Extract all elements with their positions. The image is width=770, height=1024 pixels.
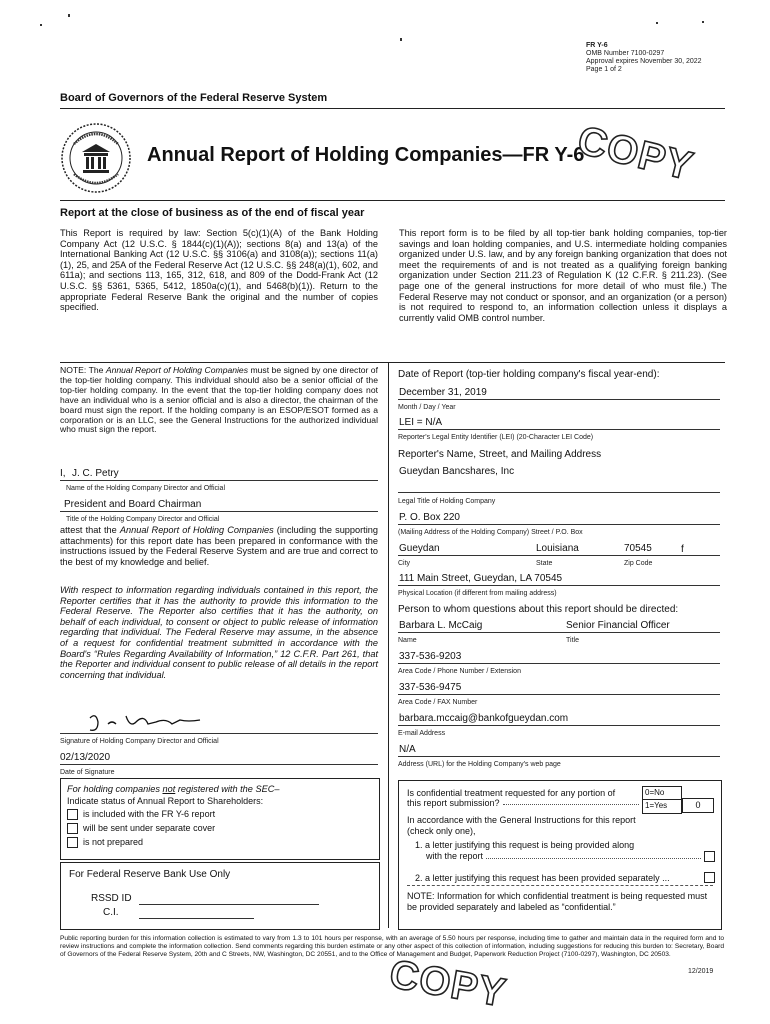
mailing-address-value: P. O. Box 220 xyxy=(399,512,460,523)
zip-value: 70545 xyxy=(624,543,652,554)
scan-speck xyxy=(68,14,70,17)
lei-label: Reporter's Legal Entity Identifier (LEI) (20-Character LEI Code) xyxy=(398,434,594,441)
header-rule xyxy=(60,108,725,109)
sec-option-separate[interactable]: will be sent under separate cover xyxy=(67,823,215,834)
contact-phone-label: Area Code / Phone Number / Extension xyxy=(398,668,521,675)
report-date-line xyxy=(398,399,720,400)
confidential-option-2[interactable]: 2. a letter justifying this request has been provided separately ... xyxy=(415,872,715,883)
signature-date-line xyxy=(60,764,378,765)
copy-stamp-top: COPY xyxy=(573,118,698,190)
contact-email-label: E-mail Address xyxy=(398,730,446,737)
report-date-value: December 31, 2019 xyxy=(399,387,487,398)
rssd-id-label: RSSD ID xyxy=(91,893,132,904)
approval-expiry: Approval expires November 30, 2022 xyxy=(586,58,702,65)
sec-option-not-prepared[interactable]: is not prepared xyxy=(67,837,143,848)
copy-stamp-bottom: COPY xyxy=(386,952,510,1016)
contact-name-title-line xyxy=(398,632,720,633)
ci-field[interactable] xyxy=(139,918,254,919)
contact-name-label: Name xyxy=(398,637,417,644)
form-header-info xyxy=(586,42,756,74)
reporter-name-label: Legal Title of Holding Company xyxy=(398,498,496,505)
rssd-id-field[interactable] xyxy=(139,904,319,905)
confidential-treatment-box xyxy=(398,780,722,930)
physical-location-line xyxy=(398,585,720,586)
mailing-address-line xyxy=(398,524,720,525)
signature-date-label: Date of Signature xyxy=(60,769,115,776)
individuals-consent-paragraph: With respect to information regarding individuals contained in this report, the Reporter certifies that it has the authority to provide this information to the Federal Reserve. The Reporter also certifies that it has the authority, on behalf of each individual, to consent or object to public release of information regarding that individual. The Federal Reserve may assume, in the absence of a request for confidential treatment submitted in accordance with the Board's “Rules Regarding Availability of Information,” 12 C.F.R. Part 261, that the Reporter and individual consent to public release of all details in the report concerning that individual. xyxy=(60,585,378,680)
report-subtitle: Report at the close of business as of the end of fiscal year xyxy=(60,207,365,219)
lei-value: LEI = N/A xyxy=(399,417,443,428)
contact-fax-value: 337-536-9475 xyxy=(399,682,462,693)
signer-name-label: Name of the Holding Company Director and Official xyxy=(66,485,226,492)
state-label: State xyxy=(536,560,553,567)
lei-line xyxy=(398,429,720,430)
who-must-file-paragraph: This report form is to be filed by all top-tier bank holding companies, top-tier savings and loan holding companies, and U.S. intermediate holding companies organized under U.S. law, and by any foreign banking organization that does not meet the requirements of and is not treated as a qualifying foreign banking organization under Section 211.23 of Regulation K (12 C.F.R. § 211.23). (See page one of the general instructions for more detail of who must file.) The Federal Reserve may not conduct or sponsor, and an organization (or a person) is not required to respond to, an information collection unless it displays a currently valid OMB control number. xyxy=(399,228,727,323)
contact-name-value: Barbara L. McCaig xyxy=(399,620,483,631)
city-value: Gueydan xyxy=(399,543,440,554)
fed-use-title: For Federal Reserve Bank Use Only xyxy=(69,869,231,880)
reporter-name-line xyxy=(398,492,720,493)
physical-location-value: 111 Main Street, Gueydan, LA 70545 xyxy=(399,573,563,584)
signature-note: NOTE: The Annual Report of Holding Companies must be signed by one director of the top-tier holding company. This individual should also be a senior official of the top-tier holding company. In the event that the top-tier holding company does not have an individual who is a senior official and is also a director, the chairman of the board must sign the report. If the holding company is an ESOP/ESOT formed as a corporation or is an LLC, see the General Instructions for the authorized individual who must sign the report. xyxy=(60,365,378,435)
confidential-question: Is confidential treatment requested for any portion of this report submission? xyxy=(407,788,642,808)
checkbox[interactable] xyxy=(67,837,78,848)
contact-phone-value: 337-536-9203 xyxy=(399,651,462,662)
form-revision-date: 12/2019 xyxy=(688,968,714,975)
checkbox[interactable] xyxy=(704,872,715,883)
checkbox[interactable] xyxy=(67,823,78,834)
signer-prefix: I, xyxy=(60,468,66,479)
signature-line xyxy=(60,733,378,734)
physical-location-label: Physical Location (if different from mailing address) xyxy=(398,590,557,597)
burden-statement: Public reporting burden for this information collection is estimated to vary from 1.3 to 101 hours per response, with an average of 5.50 hours per response, including time to gather and maintain data in the required form and to review instructions and complete the information collection. Send comments regarding this burden estimate or any other aspect of this collection of information, including suggestions for reducing this burden to: Secretary, Board of Governors of the Federal Reserve System, 20th and C Streets, NW, Washington, DC 20551, and to the Office of Management and Budget, Paperwork Reduction Project (7100-0297), Washington, DC 20503. xyxy=(60,935,724,959)
contact-fax-line xyxy=(398,694,720,695)
zip-label: Zip Code xyxy=(624,560,653,567)
checkbox[interactable] xyxy=(704,851,715,862)
confidential-divider xyxy=(407,885,713,886)
city-state-zip-line xyxy=(398,555,720,556)
handwritten-mark: f xyxy=(681,544,684,555)
web-url-line xyxy=(398,756,720,757)
sec-question: For holding companies not registered with the SEC– xyxy=(67,784,280,794)
contact-fax-label: Area Code / FAX Number xyxy=(398,699,478,706)
signer-name: J. C. Petry xyxy=(72,468,119,479)
contact-title-label: Title xyxy=(566,637,579,644)
confidential-instruction: In accordance with the General Instructions for this report (check only one), xyxy=(407,815,636,836)
contact-email-value: barbara.mccaig@bankofgueydan.com xyxy=(399,713,569,724)
web-url-value: N/A xyxy=(399,744,416,755)
signer-title: President and Board Chairman xyxy=(64,499,202,510)
sec-option-included[interactable]: is included with the FR Y-6 report xyxy=(67,809,215,820)
mailing-address-label: (Mailing Address of the Holding Company) Street / P.O. Box xyxy=(398,529,583,536)
web-url-label: Address (URL) for the Holding Company's web page xyxy=(398,761,561,768)
signature-date: 02/13/2020 xyxy=(60,752,111,763)
signer-title-line xyxy=(60,511,378,512)
sec-instruction: Indicate status of Annual Report to Shareholders: xyxy=(67,796,264,806)
signer-title-label: Title of the Holding Company Director and Official xyxy=(66,516,220,523)
checkbox[interactable] xyxy=(67,809,78,820)
scan-speck xyxy=(702,21,704,23)
contact-heading: Person to whom questions about this report should be directed: xyxy=(398,604,679,615)
confidential-code-legend: 0=No 1=Yes xyxy=(642,786,682,814)
form-id: FR Y-6 xyxy=(586,42,608,49)
contact-email-line xyxy=(398,725,720,726)
form-title: Annual Report of Holding Companies—FR Y-6 xyxy=(147,144,585,166)
contact-phone-line xyxy=(398,663,720,664)
confidential-answer-field[interactable]: 0 xyxy=(682,798,714,813)
scan-speck xyxy=(400,38,402,41)
state-value: Louisiana xyxy=(536,543,579,554)
scan-speck xyxy=(656,22,658,24)
title-rule xyxy=(60,200,725,201)
reporter-heading: Reporter's Name, Street, and Mailing Address xyxy=(398,449,602,460)
page-number: Page 1 of 2 xyxy=(586,66,622,73)
reporter-legal-name: Gueydan Bancshares, Inc xyxy=(399,466,515,477)
confidential-option-1[interactable]: 1. a letter justifying this request is being provided along with the report xyxy=(415,840,715,862)
report-date-heading: Date of Report (top-tier holding company's fiscal year-end): xyxy=(398,369,660,380)
signature-label: Signature of Holding Company Director and Official xyxy=(60,738,219,745)
report-date-label: Month / Day / Year xyxy=(398,404,456,411)
contact-title-value: Senior Financial Officer xyxy=(566,620,670,631)
confidential-note: NOTE: Information for which confidential treatment is being requested must be provided separately and labeled as “confidential.” xyxy=(407,891,708,912)
ci-label: C.I. xyxy=(103,907,119,918)
legal-authority-paragraph: This Report is required by law: Section 5(c)(1)(A) of the Bank Holding Company Act (12 U.S.C. § 1844(c)(1)(A)); sections 8(a) and 13(a) of the International Banking Act (12 U.S.C. §§ 3106(a) and 3108(a)); sections 11(a)(1), 25, and 25A of the Federal Reserve Act (12 U.S.C. §§ 248(a)(1), 602, and 611a); and sections 113, 165, 312, 618, and 809 of the Dodd-Frank Act (12 U.S.C. §§ 5361, 5365, 5412, 1850a(c)(1), and 5468(b)(1)). Return to the appropriate Federal Reserve Bank the original and the number of copies specified. xyxy=(60,228,378,313)
scan-speck xyxy=(40,24,42,26)
fed-use-only-box xyxy=(60,862,380,930)
sec-status-box xyxy=(60,778,380,860)
section-rule xyxy=(60,362,725,363)
signer-name-line xyxy=(60,480,378,481)
attestation-paragraph: attest that the Annual Report of Holding Companies (including the supporting attachments) for this report date has been prepared in conformance with the instructions issued by the Federal Reserve System and are true and correct to the best of my knowledge and belief. xyxy=(60,525,379,567)
omb-number: OMB Number 7100-0297 xyxy=(586,50,665,57)
city-label: City xyxy=(398,560,411,567)
agency-name: Board of Governors of the Federal Reserve System xyxy=(60,92,328,104)
column-divider xyxy=(388,362,389,928)
federal-reserve-seal xyxy=(60,122,132,194)
